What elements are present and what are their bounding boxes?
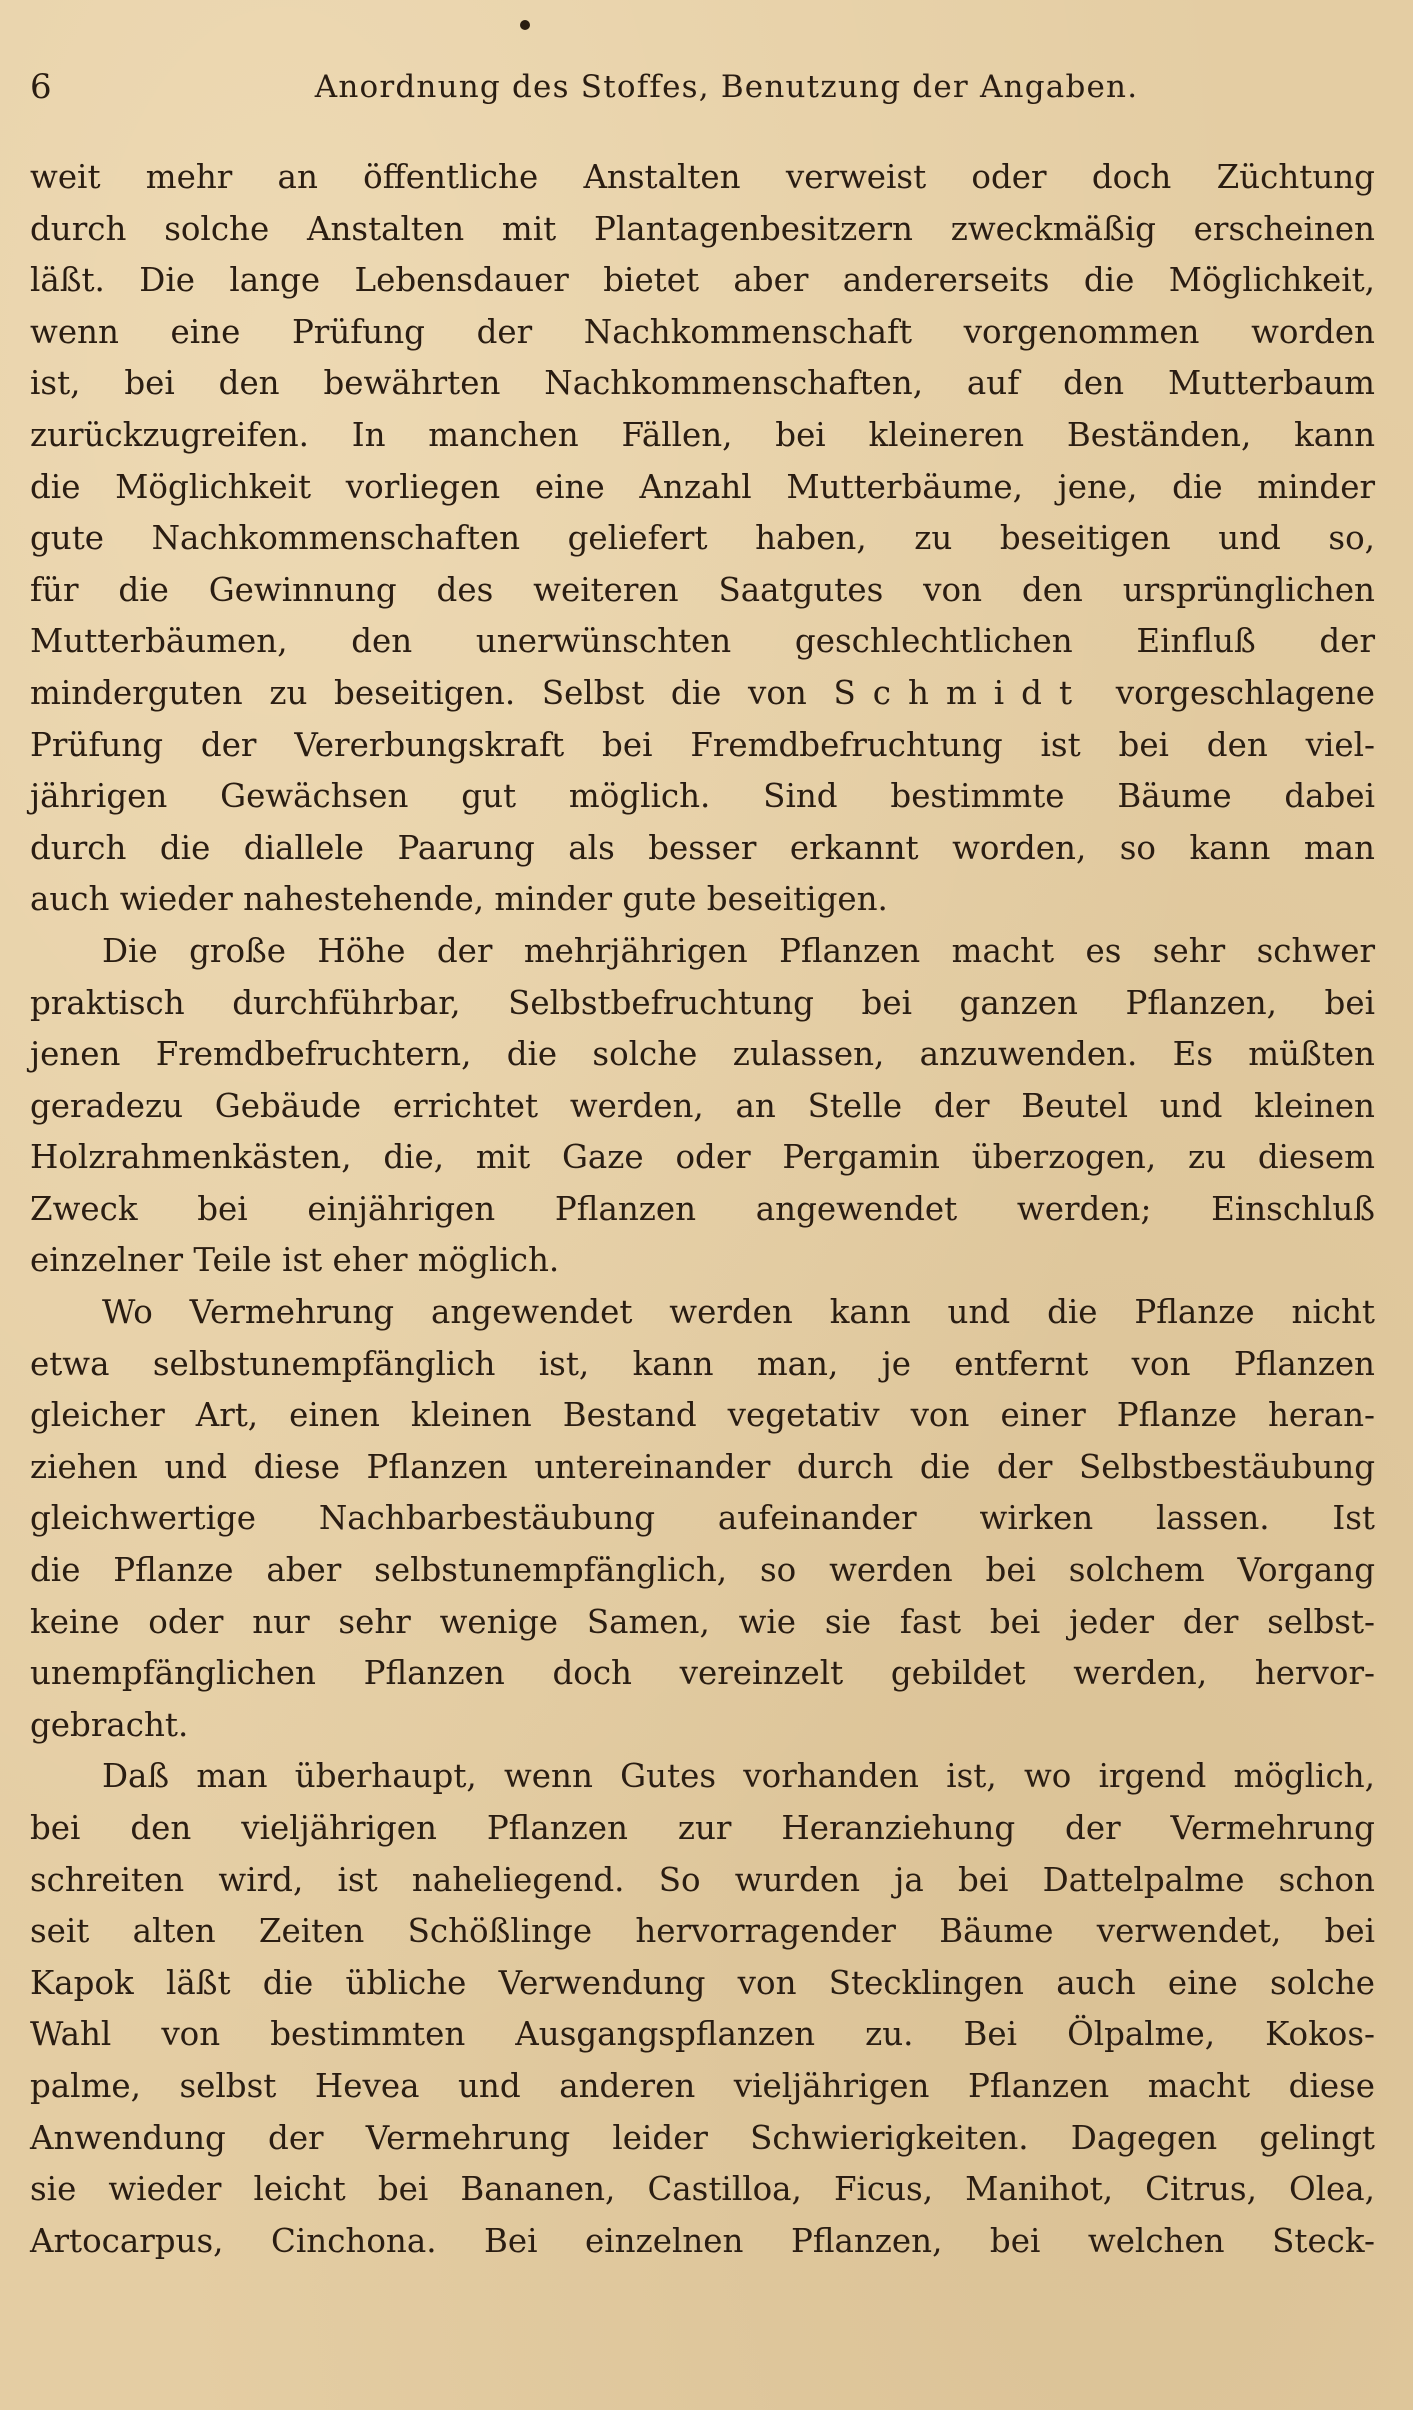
text-line: durch die diallele Paarung als besser erkannt worden, so kann man <box>30 828 1375 867</box>
text-line: bei den vieljährigen Pflanzen zur Heranziehung der Vermehrung <box>30 1809 1375 1847</box>
text-line: jährigen Gewächsen gut möglich. Sind bestimmte Bäume dabei <box>30 777 1375 816</box>
text-line: für die Gewinnung des weiteren Saatgutes von den ursprünglichen <box>30 570 1375 609</box>
text-line: weit mehr an öffentliche Anstalten verweist oder doch Züchtung <box>30 158 1375 196</box>
text-line: gebracht. <box>30 1705 189 1744</box>
text-line: keine oder nur sehr wenige Samen, wie sie fast bei jeder der selbst- <box>30 1602 1375 1641</box>
book-page <box>30 0 1375 2410</box>
text-line: Artocarpus, Cinchona. Bei einzelnen Pflanzen, bei welchen Steck- <box>30 2221 1375 2260</box>
text-line: Wahl von bestimmten Ausgangspflanzen zu. Bei Ölpalme, Kokos- <box>30 2015 1375 2054</box>
text-line: die Pflanze aber selbstunempfänglich, so werden bei solchem Vorgang <box>30 1551 1375 1590</box>
text-line: Daß man überhaupt, wenn Gutes vorhanden ist, wo irgend möglich, <box>102 1757 1375 1796</box>
text-line: ziehen und diese Pflanzen untereinander durch die der Selbstbestäubung <box>30 1447 1375 1486</box>
spaced-author-name: Schmidt <box>833 673 1090 712</box>
text-line: Mutterbäumen, den unerwünschten geschlechtlichen Einfluß der <box>30 622 1375 661</box>
page-number: 6 <box>30 67 52 107</box>
text-line: palme, selbst Hevea und anderen vieljährigen Pflanzen macht diese <box>30 2066 1375 2105</box>
text-line: die Möglichkeit vorliegen eine Anzahl Mutterbäume, jene, die minder <box>30 467 1375 506</box>
text-line: schreiten wird, ist naheliegend. So wurden ja bei Dattelpalme schon <box>30 1860 1375 1899</box>
text-line: läßt. Die lange Lebensdauer bietet aber andererseits die Möglichkeit, <box>30 261 1375 300</box>
text-line: unempfänglichen Pflanzen doch vereinzelt gebildet werden, hervor- <box>30 1654 1375 1693</box>
text-line: Zweck bei einjährigen Pflanzen angewendet werden; Einschluß <box>30 1189 1375 1228</box>
text-line: Die große Höhe der mehrjährigen Pflanzen macht es sehr schwer <box>102 931 1375 970</box>
text-line: geradezu Gebäude errichtet werden, an Stelle der Beutel und kleinen <box>30 1086 1375 1125</box>
text-line: ist, bei den bewährten Nachkommenschaften, auf den Mutterbaum <box>30 364 1375 403</box>
text-line: Prüfung der Vererbungskraft bei Fremdbefruchtung ist bei den viel- <box>30 725 1375 764</box>
text-segment: vorgeschlagene <box>1115 673 1375 712</box>
text-line: seit alten Zeiten Schößlinge hervorragender Bäume verwendet, bei <box>30 1912 1375 1951</box>
ink-speck <box>520 20 530 30</box>
text-line: auch wieder nahestehende, minder gute beseitigen. <box>30 880 888 919</box>
text-line: einzelner Teile ist eher möglich. <box>30 1241 560 1280</box>
text-line <box>30 668 1375 720</box>
text-segment: minderguten zu beseitigen. Selbst die von <box>30 673 807 712</box>
text-line: Wo Vermehrung angewendet werden kann und die Pflanze nicht <box>102 1293 1375 1332</box>
text-line: gute Nachkommenschaften geliefert haben, zu beseitigen und so, <box>30 519 1375 558</box>
text-line: Kapok läßt die übliche Verwendung von Stecklingen auch eine solche <box>30 1963 1375 2002</box>
text-line: jenen Fremdbefruchtern, die solche zulassen, anzuwenden. Es müßten <box>30 1035 1375 1074</box>
text-line: gleicher Art, einen kleinen Bestand vegetativ von einer Pflanze heran- <box>30 1396 1375 1435</box>
text-line: wenn eine Prüfung der Nachkommenschaft vorgenommen worden <box>30 312 1375 351</box>
text-line: gleichwertige Nachbarbestäubung aufeinander wirken lassen. Ist <box>30 1499 1375 1538</box>
text-line: zurückzugreifen. In manchen Fällen, bei kleineren Beständen, kann <box>30 415 1375 454</box>
text-line: sie wieder leicht bei Bananen, Castilloa, Ficus, Manihot, Citrus, Olea, <box>30 2170 1375 2209</box>
running-head: Anordnung des Stoffes, Benutzung der Angaben. <box>314 69 1139 105</box>
text-line: Anwendung der Vermehrung leider Schwierigkeiten. Dagegen gelingt <box>30 2118 1375 2157</box>
text-line: praktisch durchführbar, Selbstbefruchtung bei ganzen Pflanzen, bei <box>30 983 1375 1022</box>
text-line: etwa selbstunempfänglich ist, kann man, je entfernt von Pflanzen <box>30 1344 1375 1383</box>
text-line: durch solche Anstalten mit Plantagenbesitzern zweckmäßig erscheinen <box>30 209 1375 248</box>
body-text <box>30 152 1375 2267</box>
text-line: Holzrahmenkästen, die, mit Gaze oder Pergamin überzogen, zu diesem <box>30 1138 1375 1177</box>
page-header <box>30 62 1375 112</box>
